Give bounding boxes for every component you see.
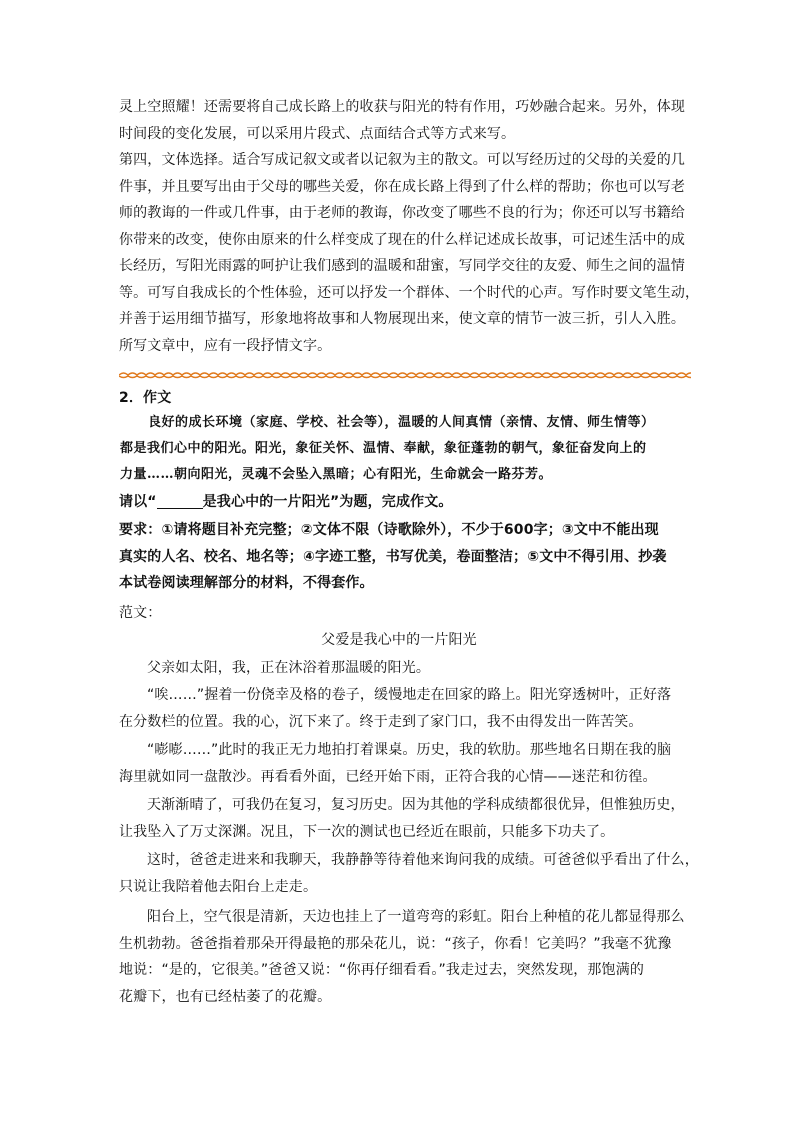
prompt-material <box>120 410 688 488</box>
text-line: 只说让我陪着他去阳台上走走。 <box>119 878 318 895</box>
wavy-divider <box>119 369 691 381</box>
instruction-suffix: 是我心中的一片阳光”为题，完成作文。 <box>202 494 453 510</box>
text-line: 件事，并且要写出由于父母的哪些关爱，你在成长路上得到了什么样的帮助；你也可以写老 <box>119 178 685 195</box>
essay-instruction <box>119 489 679 516</box>
essay-title: 父爱是我心中的一片阳光 <box>321 632 477 648</box>
text-line: 花瓣下，也有已经枯萎了的花瓣。 <box>119 988 332 1005</box>
text-line: 父亲如太阳，我，正在沐浴着那温暖的阳光。 <box>147 660 430 676</box>
text-line: “嘭嘭……”此时的我正无力地拍打着课桌。历史，我的软肋。那些地名日期在我的脑 <box>147 742 672 758</box>
text-line: 等。可写自我成长的个性体验，还可以抒发一个群体、一个时代的心声。写作时要文笔生动， <box>119 284 700 301</box>
text-line: 这时，爸爸走进来和我聊天，我静静等待着他来询问我的成绩。可爸爸似乎看出了什么， <box>147 852 699 868</box>
text-line: 在分数栏的位置。我的心，沉下来了。终于走到了家门口，我不由得发出一阵苦笑。 <box>119 713 643 730</box>
essay-paragraph <box>119 904 685 1010</box>
essay-paragraph <box>119 682 679 735</box>
text-line: 要求：①请将题目补充完整；②文体不限（诗歌除外），不少于600字；③文中不能出现 <box>119 522 659 538</box>
text-line: 地说：“是的，它很美。”爸爸又说：“你再仔细看看。”我走过去，突然发现，那饱满的 <box>119 962 645 978</box>
instruction-prefix: 请以“ <box>119 494 157 510</box>
text-line: 你带来的改变，使你由原来的什么样变成了现在的什么样记述成长故事，可记述生活中的成 <box>119 231 685 248</box>
text-line: 长经历，写阳光雨露的呵护让我们感到的温暖和甜蜜，写同学交往的友爱、师生之间的温情 <box>119 258 685 274</box>
text-line: 所写文章中，应有一段抒情文字。 <box>119 337 332 354</box>
text-line: 让我坠入了万丈深渊。况且，下一次的测试也已经近在眼前，只能多下功夫了。 <box>119 823 615 840</box>
text-line: 力量……朝向阳光，灵魂不会坠入黑暗；心有阳光，生命就会一路芬芳。 <box>120 467 553 482</box>
essay-paragraph <box>119 847 699 900</box>
text-line: 海里就如同一盘散沙。再看看外面，已经开始下雨，正符合我的心情——迷茫和彷徨。 <box>119 768 657 785</box>
text-line: 真实的人名、校名、地名等；④字迹工整，书写优美，卷面整洁；⑤文中不得引用、抄袭 <box>119 548 667 565</box>
text-line: 本试卷阅读理解部分的材料，不得套作。 <box>119 575 374 591</box>
text-line: 师的教诲的一件或几件事，由于老师的教诲，你改变了哪些不良的行为；你还可以写书籍给 <box>119 205 685 221</box>
text-line: 时间段的变化发展，可以采用片段式、点面结合式等方式来写。 <box>119 125 516 142</box>
title-blank <box>157 492 203 509</box>
text-line: 良好的成长环境（家庭、学校、社会等），温暖的人间真情（亲情、友情、师生情等） <box>148 415 655 430</box>
text-line: “唉……”握着一份侥幸及格的卷子，缓慢地走在回家的路上。阳光穿透树叶，正好落 <box>147 687 672 703</box>
text-line: 并善于运用细节描写，形象地将故事和人物展现出来，使文章的情节一波三折，引人入胜。 <box>119 311 685 327</box>
essay-paragraph <box>119 792 685 845</box>
text-line: 都是我们心中的阳光。阳光，象征关怀、温情、奉献，象征蓬勃的朝气，象征奋发向上的 <box>120 441 647 456</box>
requirements <box>119 517 679 597</box>
section-title: 2．作文 <box>119 390 172 406</box>
text-line: 天渐渐晴了，可我仍在复习，复习历史。因为其他的学科成绩都很优异，但惟独历史， <box>147 797 685 813</box>
text-line: 灵上空照耀！还需要将自己成长路上的收获与阳光的特有作用，巧妙融合起来。另外，体现 <box>119 99 685 115</box>
essay-paragraph <box>119 655 679 682</box>
sample-label: 范文： <box>119 605 162 621</box>
text-line: 第四，文体选择。适合写成记叙文或者以记叙为主的散文。可以写经历过的父母的关爱的几 <box>119 152 685 168</box>
essay-paragraph <box>119 737 679 790</box>
text-line: 阳台上，空气很是清新，天边也挂上了一道弯弯的彩虹。阳台上种植的花儿都显得那么 <box>147 909 685 925</box>
fourth-point-paragraph <box>119 147 700 359</box>
intro-paragraph <box>119 94 685 147</box>
text-line: 生机勃勃。爸爸指着那朵开得最艳的那朵花儿，说：“孩子，你看！它美吗？”我毫不犹豫 <box>119 935 672 952</box>
